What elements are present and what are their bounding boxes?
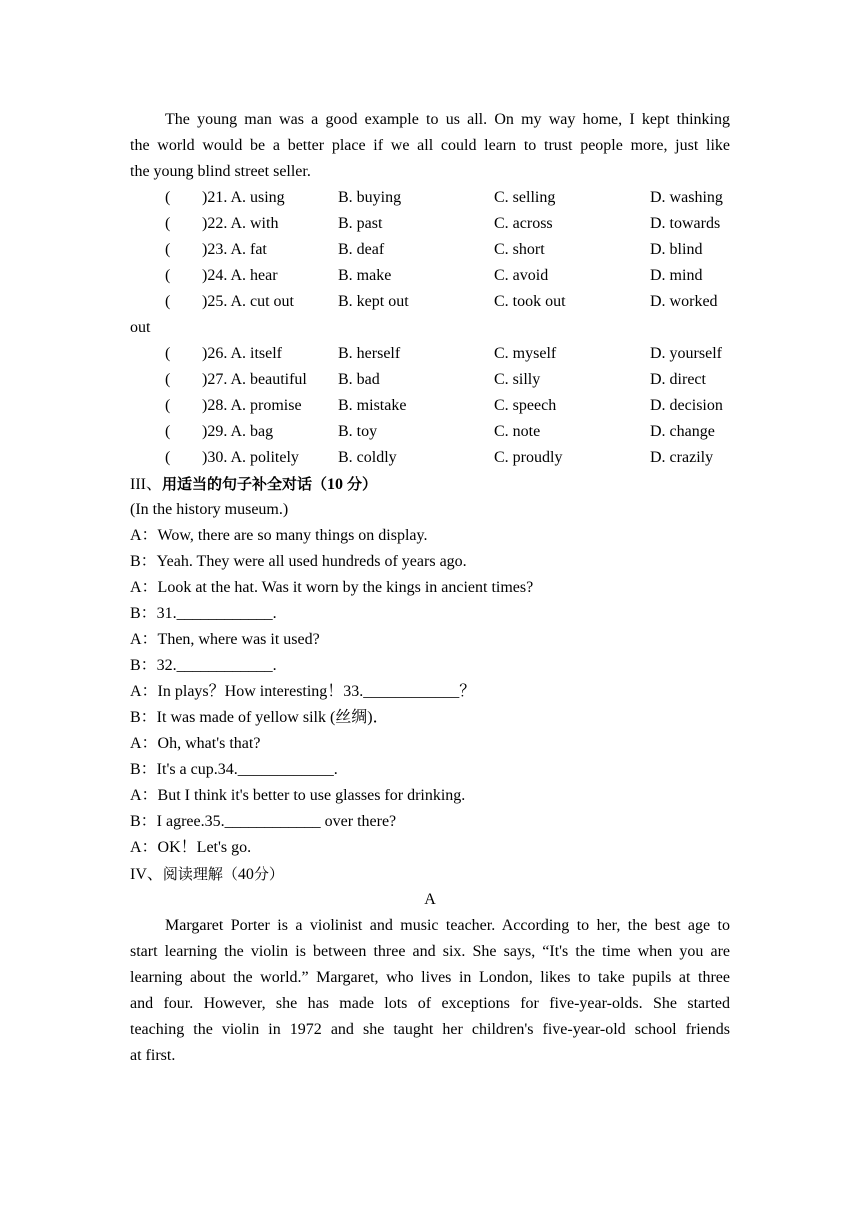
option-c: C. avoid [494,267,549,284]
dialogue-line: B：31.____________. [130,605,277,622]
question-row-30 [130,445,730,471]
section-3-title: 用适当的句子补全对话（ [162,475,328,493]
option-d: D. yourself [650,345,722,362]
option-a: )22. A. with [202,215,279,232]
option-c: C. selling [494,189,556,206]
passage-line-2: the world would be a better place if we all could learn to trust people more, just like [130,137,730,154]
option-a: )30. A. politely [202,449,299,466]
option-b: B. bad [338,371,380,388]
option-d: D. washing [650,189,723,206]
section-3-heading [130,471,730,497]
page-content [130,107,730,1069]
section-4-unit: 分） [253,865,284,883]
option-d: D. worked [650,293,718,310]
answer-paren: ( [165,397,171,414]
option-d: D. decision [650,397,723,414]
passage-a-line: learning about the world.” Margaret, who lives in London, likes to take pupils at three [130,969,730,986]
question-row-21 [130,185,730,211]
answer-paren: ( [165,215,171,232]
option-a: )21. A. using [202,189,285,206]
passage-a-line: at first. [130,1047,176,1064]
dialogue-line: A：Then, where was it used? [130,631,320,648]
option-a: )25. A. cut out [202,293,294,310]
dialogue-line: A：Look at the hat. Was it worn by the kings in ancient times? [130,579,534,596]
passage-a-line: Margaret Porter is a violinist and music teacher. According to her, the best age to [165,917,730,934]
dialogue-line: B：32.____________. [130,657,277,674]
dialogue-line: A：OK！Let's go. [130,839,252,856]
question-row-24 [130,263,730,289]
option-c: C. note [494,423,541,440]
dialogue-line: A：In plays？How interesting！33.____________？ [130,683,476,700]
question-row-22 [130,211,730,237]
answer-paren: ( [165,293,171,310]
question-25-wrap: out [130,319,151,336]
dialogue-line: B：It was made of yellow silk (丝绸)． [130,709,389,726]
option-b: B. buying [338,189,402,206]
option-a: )27. A. beautiful [202,371,307,388]
option-c: C. silly [494,371,541,388]
passage-a-label: A [424,891,436,908]
answer-paren: ( [165,345,171,362]
passage-line-1: The young man was a good example to us all. On my way home, I kept thinking [165,111,730,128]
section-4-score: 40 [237,866,254,883]
answer-paren: ( [165,267,171,284]
section-4-prefix: IV、 [130,866,163,883]
dialogue-line: B：Yeah. They were all used hundreds of years ago. [130,553,467,570]
answer-paren: ( [165,241,171,258]
passage-a-line: and four. However, she has made lots of exceptions for five-year-olds. She started [130,995,730,1012]
option-b: B. toy [338,423,378,440]
question-row-26 [130,341,730,367]
question-row-25 [130,289,730,315]
passage-a-line: teaching the violin in 1972 and she taught her children's five-year-old school friends [130,1021,730,1038]
answer-paren: ( [165,423,171,440]
passage-a-line: start learning the violin is between three and six. She says, “It's the time when you are [130,943,730,960]
option-b: B. herself [338,345,401,362]
option-d: D. crazily [650,449,714,466]
option-d: D. blind [650,241,703,258]
option-c: C. proudly [494,449,563,466]
option-b: B. make [338,267,392,284]
question-row-29 [130,419,730,445]
section-4-heading [130,861,730,887]
option-c: C. across [494,215,553,232]
option-d: D. towards [650,215,721,232]
dialogue-line: B：I agree.35.____________ over there? [130,813,397,830]
option-d: D. direct [650,371,706,388]
option-b: B. kept out [338,293,409,310]
option-a: )28. A. promise [202,397,302,414]
section-3-unit: 分） [347,475,378,493]
answer-paren: ( [165,189,171,206]
dialogue-line: (In the history museum.) [130,501,289,518]
option-b: B. coldly [338,449,397,466]
option-a: )23. A. fat [202,241,267,258]
option-a: )29. A. bag [202,423,274,440]
dialogue-line: B：It's a cup.34.____________. [130,761,338,778]
passage-line-3: the young blind street seller. [130,163,311,180]
option-a: )26. A. itself [202,345,282,362]
question-row-23 [130,237,730,263]
question-row-28 [130,393,730,419]
dialogue-line: A：But I think it's better to use glasses for drinking. [130,787,466,804]
option-a: )24. A. hear [202,267,278,284]
question-row-27 [130,367,730,393]
section-3-prefix: III、 [130,476,162,493]
dialogue-line: A：Oh, what's that? [130,735,261,752]
option-d: D. change [650,423,715,440]
option-c: C. speech [494,397,557,414]
section-4-title: 阅读理解（ [162,865,238,883]
answer-paren: ( [165,449,171,466]
dialogue-line: A：Wow, there are so many things on display. [130,527,428,544]
option-d: D. mind [650,267,703,284]
option-c: C. myself [494,345,557,362]
option-c: C. short [494,241,545,258]
option-c: C. took out [494,293,566,310]
section-3-score: 10 [327,476,344,493]
option-b: B. mistake [338,397,407,414]
answer-paren: ( [165,371,171,388]
option-b: B. deaf [338,241,385,258]
option-b: B. past [338,215,383,232]
